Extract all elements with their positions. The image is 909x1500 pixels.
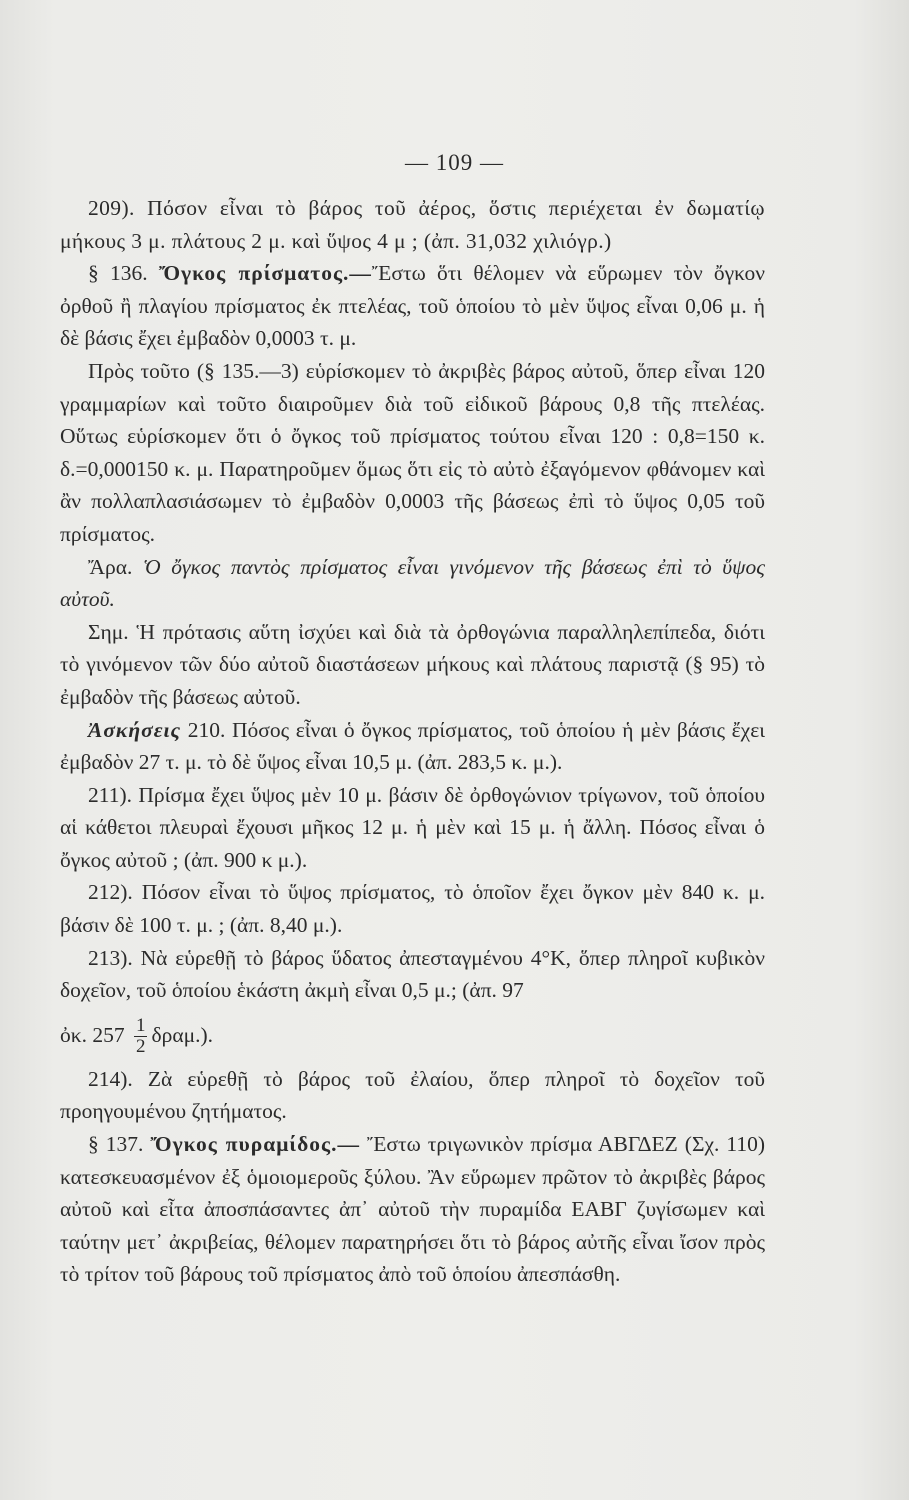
section-137-paragraph bbox=[60, 1128, 765, 1291]
section-136-paragraph bbox=[60, 257, 765, 355]
conclusion-paragraph bbox=[60, 551, 765, 616]
exercise-212: 212). Πόσον εἶναι τὸ ὕψος πρίσματος, τὸ ὁποῖον ἔχει ὄγκον μὲν 840 κ. μ. βάσιν δὲ 100 τ. μ. ; (ἀπ. 8,40 μ.). bbox=[60, 880, 765, 938]
page-number: — 109 — bbox=[405, 150, 504, 175]
exercises-label: Ἀσκήσεις bbox=[88, 717, 182, 742]
section-137-text: Ἔστω τριγωνικὸν πρίσμα ΑΒΓΔΕΖ (Σχ. 110) κατεσκευασμένον ἐξ ὁμοιομεροῦς ξύλου. Ἂν εὕρωμεν πρῶτον τὸ ἀκριβὲς βάρος αὐτοῦ καὶ εἶτα ἀποσπάσαντες ἀπ᾿ αὐτοῦ τὴν πυραμίδα ΕΑΒΓ ζυγίσωμεν καὶ ταύτην μετ᾿ ἀκριβείας, θέλομεν παρατηρήσει ὅτι τὸ βάρος αὐτῆς εἶναι ἴσον πρὸς τὸ τρίτον τοῦ βάρους τοῦ πρίσματος ἀπὸ τοῦ ὁποίου ἀπεσπάσθη. bbox=[60, 1132, 766, 1287]
exercise-210-number: 210. bbox=[187, 717, 226, 742]
section-136-title: Ὄγκος πρίσματος.— bbox=[158, 261, 372, 286]
exercise-211: 211). Πρίσμα ἔχει ὕψος μὲν 10 μ. βάσιν δὲ ὀρθογώνιον τρίγωνον, τοῦ ὁποίου αἱ κάθετοι πλευραὶ ἔχουσι μῆκος 12 μ. ἡ μὲν καὶ 15 μ. ἡ ἄλλη. Πόσος εἶναι ὁ ὄγκος αὐτοῦ ; (ἀπ. 900 κ μ.). bbox=[60, 782, 765, 872]
exercise-210 bbox=[60, 714, 765, 779]
fraction-unit: δραμ.). bbox=[151, 1022, 214, 1047]
page-body bbox=[60, 192, 765, 1291]
exercise-209: 209). Πόσον εἶναι τὸ βάρος τοῦ ἀέρος, ὅστις περιέχεται ἐν δωματίῳ μήκους 3 μ. πλάτους 2 μ. καὶ ὕψος 4 μ ; (ἀπ. 31,032 χιλιόγρ.) bbox=[60, 196, 765, 253]
fraction-numerator: 1 bbox=[135, 1015, 146, 1037]
section-136-prefix: § 136. bbox=[88, 261, 148, 286]
section-136-method: Πρὸς τοῦτο (§ 135.—3) εὑρίσκομεν τὸ ἀκριβὲς βάρος αὐτοῦ, ὅπερ εἶναι 120 γραμμαρίων καὶ τοῦτο διαιροῦμεν διὰ τοῦ εἰδικοῦ βάρους 0,8 τῆς πτελέας. Οὕτως εὑρίσκομεν ὅτι ὁ ὄγκος τοῦ πρίσματος τούτου εἶναι 120 : 0,8=150 κ. δ.=0,000150 κ. μ. Παρατηροῦμεν ὅμως ὅτι εἰς τὸ αὐτὸ ἐξαγόμενον φθάνομεν καὶ ἂν πολλαπλασιάσωμεν τὸ ἐμβαδὸν 0,0003 τῆς βάσεως ἐπὶ τὸ ὕψος 0,05 τοῦ πρίσματος. bbox=[60, 358, 765, 546]
conclusion-prefix: Ἄρα. bbox=[88, 554, 133, 579]
section-137-prefix: § 137. bbox=[88, 1132, 144, 1157]
one-half-fraction bbox=[134, 1016, 148, 1057]
conclusion-rule: Ὁ ὄγκος παντὸς πρίσματος εἶναι γινόμενον τῆς βάσεως ἐπὶ τὸ ὕψος αὐτοῦ. bbox=[60, 554, 766, 612]
exercise-214: 214). Ζὰ εὑρεθῇ τὸ βάρος τοῦ ἐλαίου, ὅπερ πληροῖ τὸ δοχεῖον τοῦ προηγουμένου ζητήματος. bbox=[60, 1066, 765, 1124]
exercise-213: 213). Νὰ εὑρεθῇ τὸ βάρος ὕδατος ἀπεσταγμένου 4°Κ, ὅπερ πληροῖ κυβικὸν δοχεῖον, τοῦ ὁποίου ἑκάστη ἀκμὴ εἶναι 0,5 μ.; (ἀπ. 97 bbox=[60, 945, 765, 1003]
section-137-title: Ὄγκος πυραμίδος.— bbox=[150, 1132, 360, 1157]
note-paragraph: Σημ. Ἡ πρότασις αὕτη ἰσχύει καὶ διὰ τὰ ὀρθογώνια παραλληλεπίπεδα, διότι τὸ γινόμενον τῶν δύο αὐτοῦ διαστάσεων μήκους καὶ πλάτους παριστᾷ (§ 95) τὸ ἐμβαδὸν τῆς βάσεως αὐτοῦ. bbox=[60, 619, 765, 709]
section-136-text: Ἔστω ὅτι θέλομεν νὰ εὕρωμεν τὸν ὄγκον ὀρθοῦ ἢ πλαγίου πρίσματος ἐκ πτελέας, τοῦ ὁποίου τὸ μὲν ὕψος εἶναι 0,06 μ. ἡ δὲ βάσις ἔχει ἐμβαδὸν 0,0003 τ. μ. bbox=[60, 261, 765, 351]
answer-213-tail: ὀκ. 257 bbox=[60, 1022, 125, 1047]
exercise-213-answer bbox=[60, 1007, 765, 1063]
exercise-210-text: Πόσος εἶναι ὁ ὄγκος πρίσματος, τοῦ ὁποίου ἡ μὲν βάσις ἔχει ἐμβαδὸν 27 τ. μ. τὸ δὲ ὕψος εἶναι 10,5 μ. (ἀπ. 283,5 κ. μ.). bbox=[60, 717, 766, 775]
fraction-denominator: 2 bbox=[135, 1036, 146, 1058]
